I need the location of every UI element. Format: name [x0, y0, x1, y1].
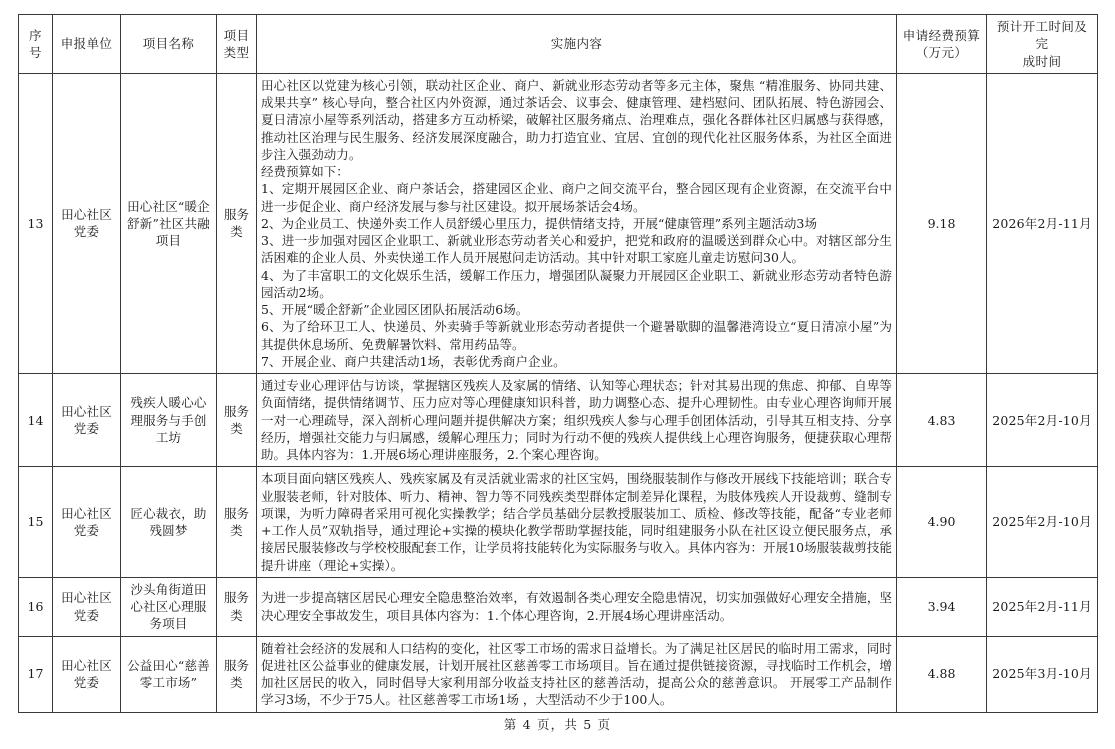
- header-time-line1: 预计开工时间及完: [996, 19, 1088, 52]
- cell-budget: 4.90: [897, 467, 987, 578]
- column-header-unit: 申报单位: [53, 15, 121, 74]
- cell-project-name: 残疾人暖心心理服务与手创工坊: [121, 374, 217, 467]
- cell-unit: 田心社区党委: [53, 636, 121, 712]
- content-paragraph: 4、为了丰富职工的文化娱乐生活，缓解工作压力，增强团队凝聚力开展园区企业职工、新就业形态劳动者特色游园活动2场。: [261, 267, 892, 300]
- column-header-seq: [19, 15, 53, 74]
- content-paragraph: 2、为企业员工、快递外卖工作人员舒缓心里压力，提供情绪支持，开展“健康管理”系列主题活动3场: [261, 215, 817, 231]
- cell-content: [257, 636, 897, 712]
- cell-content: [257, 467, 897, 578]
- cell-budget: 9.18: [897, 73, 987, 373]
- table-row: [19, 73, 1098, 373]
- cell-time: 2025年3月-10月: [987, 636, 1098, 712]
- content-paragraph: 6、为了给环卫工人、快递员、外卖骑手等新就业形态劳动者提供一个避暑歇脚的温馨港湾设立“夏日清凉小屋”为其提供休息场所、免费解暑饮料、常用药品等。: [261, 319, 892, 352]
- content-paragraph: 本项目面向辖区残疾人、残疾家属及有灵活就业需求的社区宝妈，围绕服装制作与修改开展线下技能培训；联合专业服装老师，针对肢体、听力、精神、智力等不同残疾类型群体定制差异化课程，为肢体残疾人开设裁剪、缝制专项课，为听力障碍者采用可视化实操教学；结合学员基础分层教授服装加工、质检、修改等技能，配备“专业老师+工作人员”双轨指导，通过理论+实操的模块化教学帮助掌握技能，同时组建服务小队在社区设立便民服务点，承接居民服装修改与学校校服配套工作，让学员将技能转化为实际服务与收入。具体内容为：开展10场服装裁剪技能提升讲座（理论+实操）。: [261, 471, 892, 573]
- cell-budget: 4.83: [897, 374, 987, 467]
- table-row: [19, 636, 1098, 712]
- content-paragraph: 经费预算如下：: [261, 164, 349, 179]
- project-implementation-table: [18, 14, 1098, 713]
- cell-project-type: 服务类: [217, 577, 257, 636]
- header-type-line1: 项目: [223, 27, 250, 43]
- content-paragraph: 5、开展“暖企舒新”企业园区团队拓展活动6场。: [261, 302, 529, 317]
- cell-unit: 田心社区党委: [53, 577, 121, 636]
- cell-project-type: 服务类: [217, 636, 257, 712]
- header-budget-line2: （万元）: [915, 44, 968, 60]
- cell-time: 2025年2月-10月: [987, 467, 1098, 578]
- content-paragraph: 随着社会经济的发展和人口结构的变化，社区零工市场的需求日益增长。为了满足社区居民的临时用工需求，同时促进社区公益事业的健康发展，计划开展社区慈善零工市场项目。旨在通过提供链接资源，寻找临时工作机会，增加社区居民的收入，同时倡导大家利用部分收益支持社区的慈善活动，提高公众的慈善意识。 开展零工产品制作学习3场，不少于75人。社区慈善零工市场1场 ，大型活动不少于100人。: [261, 640, 892, 708]
- column-header-name: 项目名称: [121, 15, 217, 74]
- header-seq-line2: 号: [29, 44, 42, 60]
- content-paragraph: 为进一步提高辖区居民心理安全隐患整治效率，有效遏制各类心理安全隐患情况，切实加强做好心理安全措施，坚决心理安全事故发生，项目具体内容为：1.个体心理咨询，2.开展4场心理讲座活动。: [261, 590, 892, 623]
- content-paragraph: 1、定期开展园区企业、商户茶话会，搭建园区企业、商户之间交流平台，整合园区现有企业资源，在交流平台中进一步促企业、商户经济发展与参与社区建设。拟开展场茶话会4场。: [261, 181, 892, 214]
- cell-seq: 15: [19, 467, 53, 578]
- cell-project-type: 服务类: [217, 467, 257, 578]
- table-row: [19, 467, 1098, 578]
- table-body: [19, 73, 1098, 712]
- column-header-type: [217, 15, 257, 74]
- content-paragraph: 通过专业心理评估与访谈，掌握辖区残疾人及家属的情绪、认知等心理状态；针对其易出现的焦虑、抑郁、自卑等负面情绪，提供情绪调节、压力应对等心理健康知识科普，助力调整心态、提升心理韧性。由专业心理咨询师开展一对一心理疏导，深入剖析心理问题并提供解决方案；组织残疾人参与心理手创团体活动，引导其互相支持、分享经历，增强社交能力与归属感，缓解心理压力；同时为行动不便的残疾人提供线上心理咨询服务，便捷获取心理帮助。具体内容为：1.开展6场心理讲座服务，2.个案心理咨询。: [261, 378, 892, 462]
- cell-content: [257, 374, 897, 467]
- cell-budget: 3.94: [897, 577, 987, 636]
- column-header-budget: [897, 15, 987, 74]
- header-type-line2: 类型: [223, 44, 250, 60]
- cell-unit: 田心社区党委: [53, 73, 121, 373]
- cell-project-name: 公益田心“慈善零工市场”: [121, 636, 217, 712]
- cell-time: 2025年2月-11月: [987, 577, 1098, 636]
- header-budget-line1: 申请经费预算: [902, 27, 981, 43]
- cell-budget: 4.88: [897, 636, 987, 712]
- cell-seq: 14: [19, 374, 53, 467]
- cell-project-type: 服务类: [217, 73, 257, 373]
- content-paragraph: 田心社区以党建为核心引领，联动社区企业、商户、新就业形态劳动者等多元主体，聚焦 “精准服务、协同共建、成果共享” 核心导向，整合社区内外资源，通过茶话会、议事会、健康管理、建档慰问、团队拓展、特色游园会、夏日清凉小屋等系列活动，搭建多方互动桥梁，破解社区服务痛点、治理难点，强化各群体社区归属感与获得感，推动社区治理与民生服务、经济发展深度融合，助力打造宜业、宜居、宜创的现代化社区服务体系，为社区全面进步注入强劲动力。: [261, 77, 892, 162]
- cell-project-name: 沙头角街道田心社区心理服务项目: [121, 577, 217, 636]
- header-time-line2: 成时间: [1022, 53, 1062, 69]
- cell-seq: 16: [19, 577, 53, 636]
- cell-project-name: 匠心裁衣，助残圆梦: [121, 467, 217, 578]
- content-paragraph: 7、开展企业、商户共建活动1场，表彰优秀商户企业。: [261, 353, 566, 369]
- content-paragraph: 3、进一步加强对园区企业职工、新就业形态劳动者关心和爱护，把党和政府的温暖送到群众心中。对辖区部分生活困难的企业人员、外卖快递工作人员开展慰问走访活动。其中针对职工家庭儿童走访慰问30人。: [261, 233, 892, 266]
- table-row: [19, 577, 1098, 636]
- cell-content: [257, 577, 897, 636]
- cell-time: 2025年2月-10月: [987, 374, 1098, 467]
- page-footer: 第 4 页，共 5 页: [503, 717, 612, 732]
- cell-unit: 田心社区党委: [53, 374, 121, 467]
- table-header: [19, 15, 1098, 74]
- column-header-content: 实施内容: [257, 15, 897, 74]
- cell-content: [257, 73, 897, 373]
- column-header-time: [987, 15, 1098, 74]
- cell-seq: 17: [19, 636, 53, 712]
- header-seq-line1: 序: [29, 27, 42, 43]
- cell-project-type: 服务类: [217, 374, 257, 467]
- cell-unit: 田心社区党委: [53, 467, 121, 578]
- table-row: [19, 374, 1098, 467]
- header-row: [19, 15, 1098, 74]
- cell-project-name: 田心社区“暖企舒新”社区共融项目: [121, 73, 217, 373]
- cell-time: 2026年2月-11月: [987, 73, 1098, 373]
- cell-seq: 13: [19, 73, 53, 373]
